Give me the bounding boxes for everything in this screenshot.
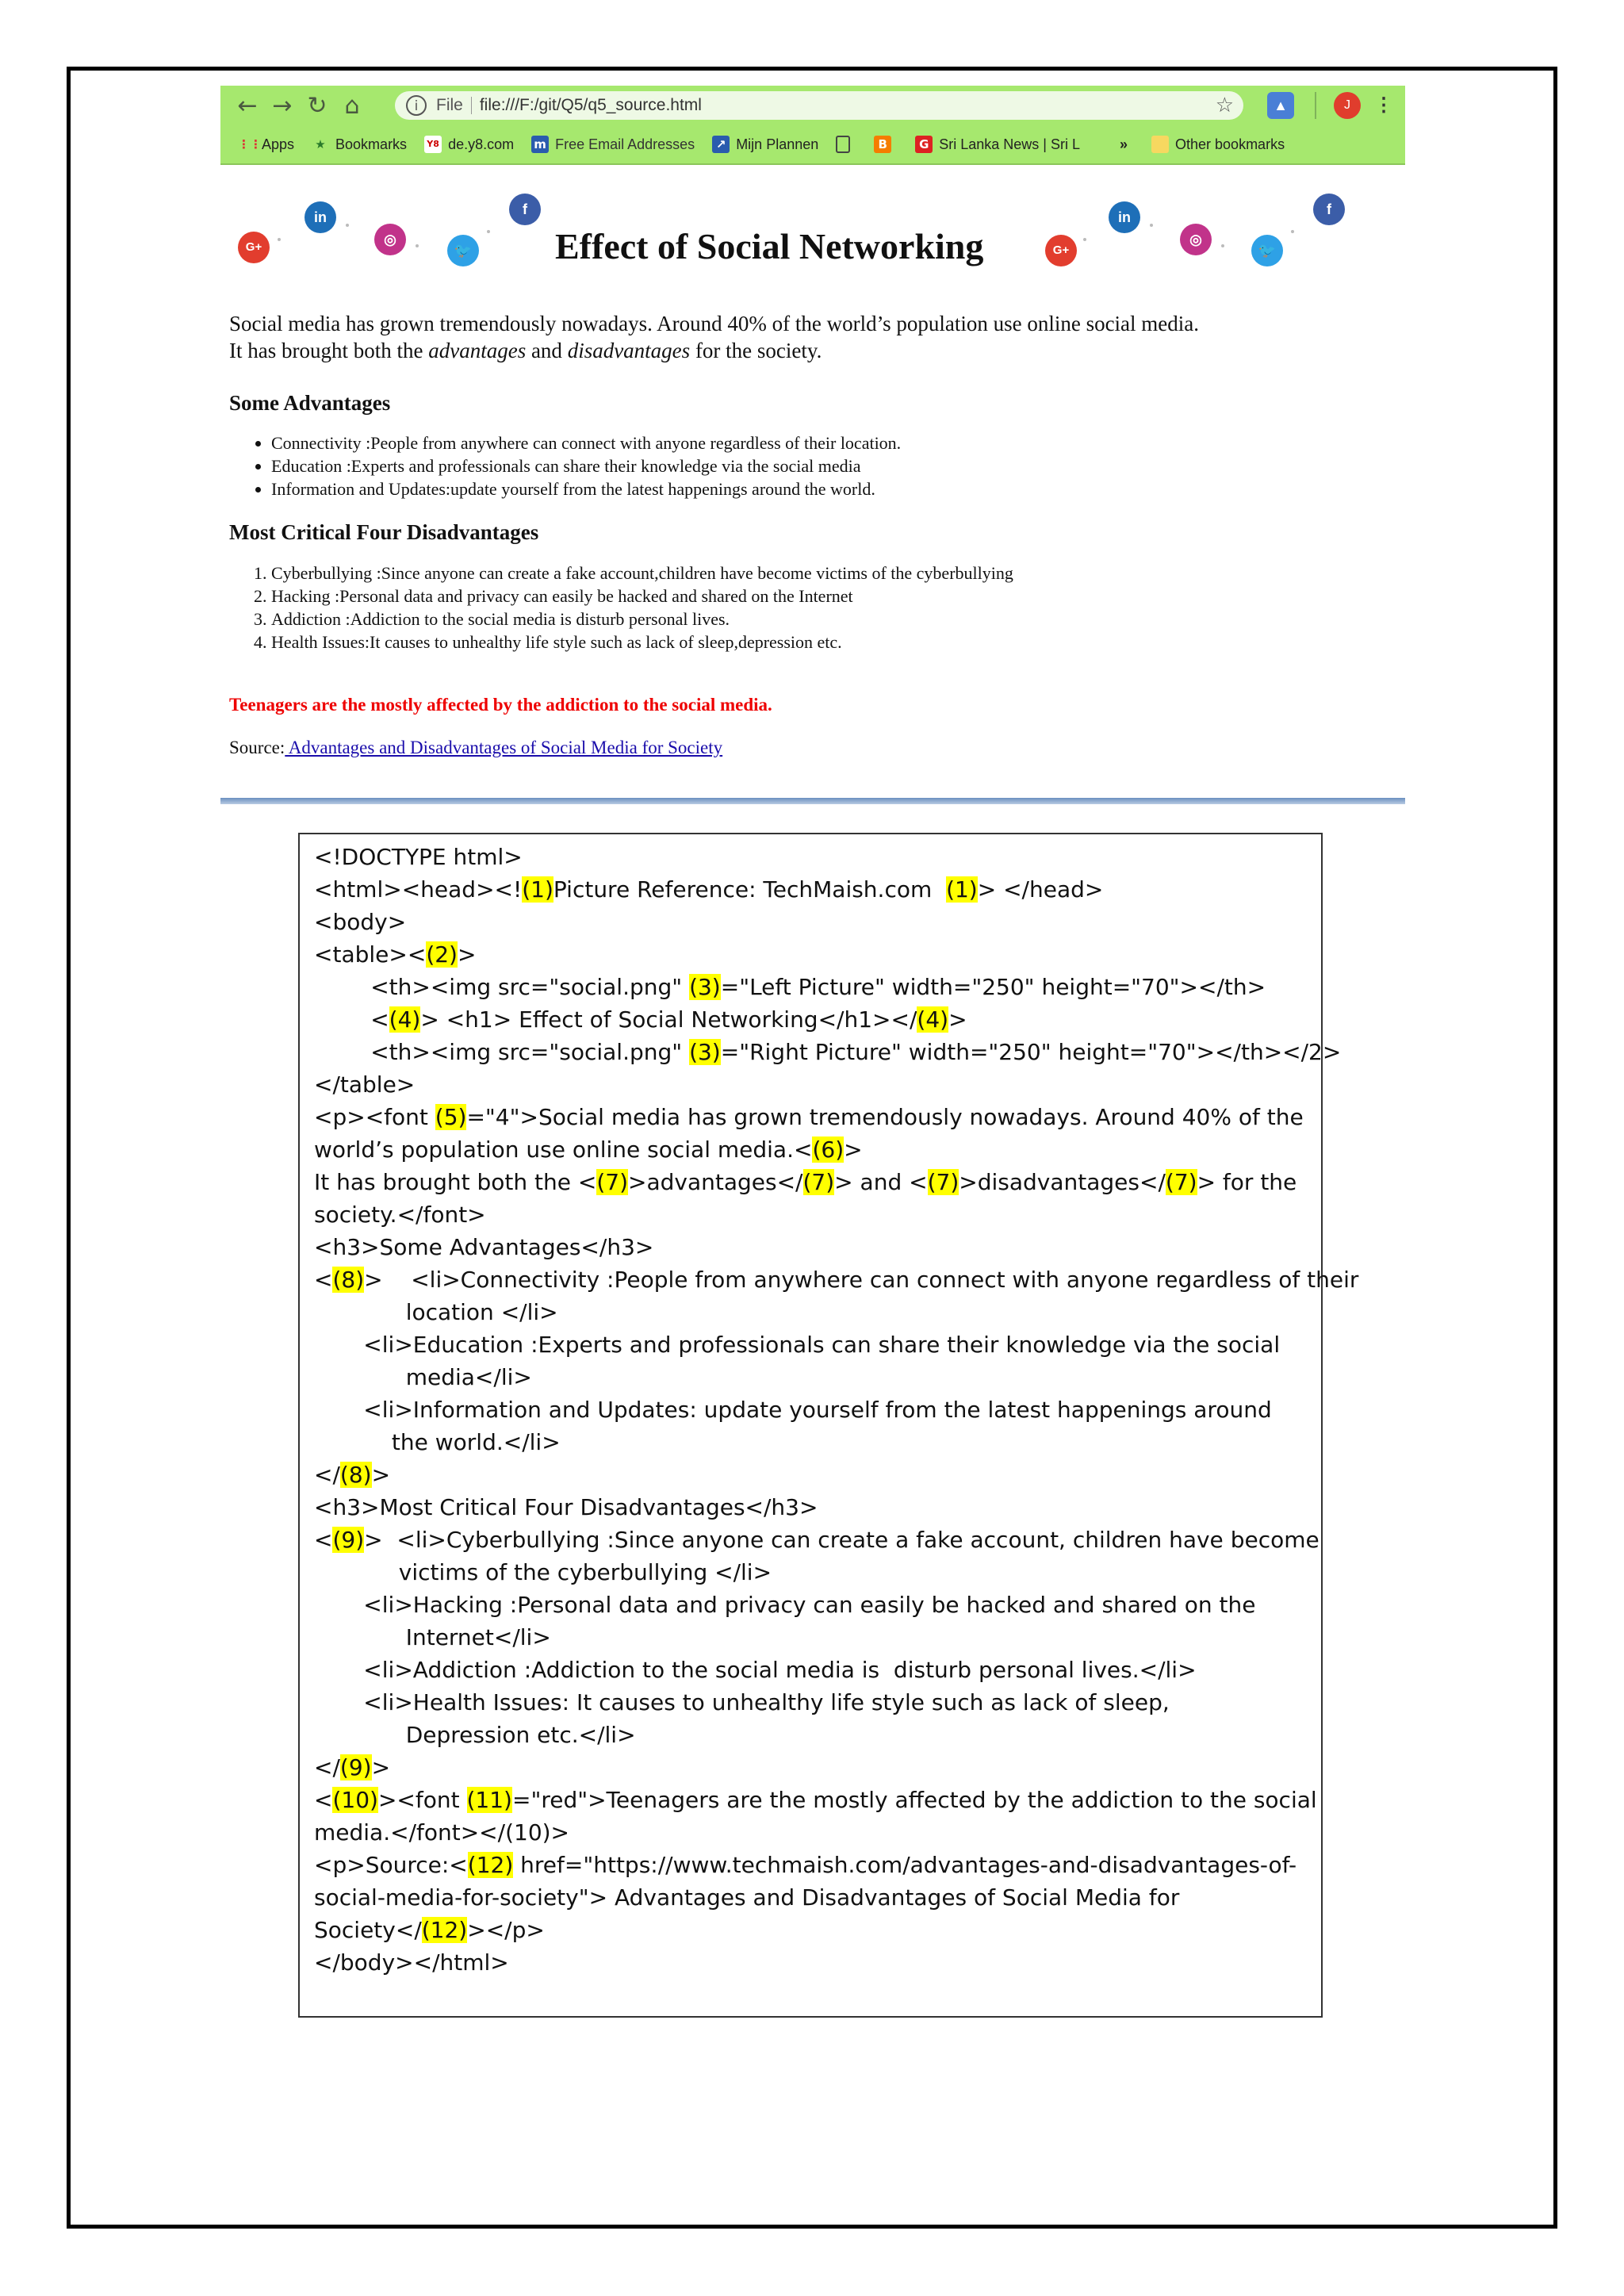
bookmark-star-icon[interactable]: ☆ — [1215, 94, 1234, 117]
code-line — [314, 971, 1313, 1003]
code-text: > — [948, 1006, 967, 1033]
advantages-heading: Some Advantages — [229, 391, 391, 415]
list-item: • Information and Updates:update yourself from the latest happenings around the world. — [271, 477, 901, 500]
address-bar[interactable] — [395, 91, 1243, 120]
code-line — [314, 1458, 1313, 1491]
blank-marker: (10) — [332, 1787, 378, 1813]
reload-icon[interactable]: ↻ — [307, 91, 327, 120]
bookmark-free-email[interactable] — [531, 136, 695, 153]
code-text: ="4">Social media has grown tremendously nowadays. Around 40% of the — [466, 1104, 1304, 1130]
advantages-list — [220, 431, 901, 500]
code-text: ></p> — [467, 1917, 545, 1943]
code-line — [314, 906, 1313, 938]
code-line — [314, 1231, 1313, 1263]
y8-icon: Y8 — [424, 136, 442, 153]
blank-marker: (2) — [426, 941, 458, 968]
blank-marker: (12) — [467, 1852, 514, 1878]
disadvantages-heading: Most Critical Four Disadvantages — [229, 520, 539, 544]
profile-avatar[interactable]: J — [1334, 92, 1361, 119]
code-line — [314, 1296, 1313, 1328]
code-text: < — [314, 1787, 333, 1813]
code-text: It has brought both the < — [314, 1169, 597, 1195]
code-line — [314, 1849, 1313, 1881]
blank-marker: (12) — [421, 1917, 468, 1943]
blank-marker: (9) — [339, 1754, 372, 1780]
code-line — [314, 1003, 1313, 1036]
overflow-icon: » — [1120, 136, 1128, 152]
blank-marker: (8) — [339, 1462, 372, 1488]
code-line — [314, 1524, 1320, 1556]
page-banner — [220, 189, 1405, 276]
intro-line-2 — [229, 337, 1199, 364]
blank-marker: (1) — [522, 876, 553, 903]
code-text: <h3>Some Advantages</h3> — [314, 1234, 654, 1260]
code-line — [314, 1589, 1313, 1621]
code-text: <li>Information and Updates: update yourself from the latest happenings around — [314, 1397, 1272, 1423]
page-title: Effect of Social Networking — [555, 226, 984, 266]
code-text: society.</font> — [314, 1202, 486, 1228]
code-text: > <li>Cyberbullying :Since anyone can create a fake account, children have become — [364, 1527, 1320, 1553]
page-icon — [836, 136, 850, 153]
dot — [1291, 230, 1294, 233]
code-text: > — [371, 1462, 391, 1488]
bookmark-apps[interactable] — [238, 136, 294, 153]
toolbar-separator — [1315, 92, 1316, 119]
blank-marker: (5) — [435, 1104, 467, 1130]
code-line — [314, 1068, 1313, 1101]
mail-icon: m — [531, 136, 549, 153]
source-line — [229, 738, 722, 758]
code-text: </body></html> — [314, 1949, 509, 1976]
code-text: <th><img src="social.png" — [314, 1039, 690, 1065]
linkedin-icon: in — [1109, 201, 1140, 233]
dot — [416, 244, 419, 247]
blank-marker: (7) — [1165, 1169, 1197, 1195]
code-text: <li>Education :Experts and professionals can share their knowledge via the social — [314, 1332, 1281, 1358]
code-text: <p><font — [314, 1104, 435, 1130]
source-link[interactable]: Advantages and Disadvantages of Social Media for Society — [285, 738, 723, 757]
code-line — [314, 1784, 1317, 1816]
code-line — [314, 1914, 1313, 1946]
bookmark-blogger[interactable] — [874, 136, 898, 153]
code-text: Picture Reference: TechMaish.com — [553, 876, 947, 903]
red-note: Teenagers are the mostly affected by the addiction to the social media. — [229, 695, 772, 715]
code-line — [314, 1393, 1313, 1426]
dot — [346, 224, 349, 227]
twitter-icon: 🐦 — [1251, 235, 1283, 266]
instagram-icon: ◎ — [374, 224, 406, 255]
menu-kebab-icon[interactable]: ⋮ — [1374, 94, 1393, 116]
extension-icon[interactable]: ▲ — [1267, 92, 1294, 119]
code-line — [314, 1491, 1313, 1524]
intro-advantages: advantages — [428, 339, 527, 362]
code-line — [314, 873, 1313, 906]
news-icon: G — [915, 136, 933, 153]
code-line — [314, 1816, 1313, 1849]
code-line — [314, 1426, 1313, 1458]
browser-screenshot — [220, 86, 1405, 806]
code-text: <h3>Most Critical Four Disadvantages</h3> — [314, 1494, 818, 1520]
list-item: 1. Cyberbullying :Since anyone can create a fake account,children have become victims of the cyberbullying — [271, 562, 1013, 585]
code-text: > <h1> Effect of Social Networking</h1></ — [420, 1006, 917, 1033]
apps-grid-icon: ⋮⋮ — [238, 137, 262, 151]
blank-marker: (6) — [812, 1137, 845, 1163]
bookmark-label: Free Email Addresses — [555, 136, 695, 152]
source-code — [314, 841, 1359, 1979]
code-line — [314, 841, 1313, 873]
blank-marker: (1) — [946, 876, 978, 903]
bookmark-label: Sri Lanka News | Sri L — [939, 136, 1080, 152]
intro-disadvantages: disadvantages — [567, 339, 691, 362]
code-text: world’s population use online social media.< — [314, 1137, 813, 1163]
code-text: </table> — [314, 1071, 416, 1098]
google-plus-icon: G+ — [238, 232, 270, 263]
intro-and: and — [526, 339, 568, 362]
code-text: victims of the cyberbullying </li> — [314, 1559, 772, 1585]
web-page — [220, 165, 1405, 806]
code-text: Depression etc.</li> — [314, 1722, 636, 1748]
blank-marker: (8) — [332, 1267, 365, 1293]
code-text: <table>< — [314, 941, 427, 968]
code-text: <li>Hacking :Personal data and privacy can easily be hacked and shared on the — [314, 1592, 1256, 1618]
back-arrow-icon[interactable]: ← — [237, 91, 258, 120]
code-line — [314, 1719, 1313, 1751]
code-text: media.</font></(10)> — [314, 1819, 570, 1846]
code-line — [314, 1654, 1313, 1686]
instagram-icon: ◎ — [1180, 224, 1212, 255]
code-line — [314, 1133, 1313, 1166]
url-scheme: File — [436, 96, 463, 114]
code-text: ="Left Picture" width="250" height="70"></th> — [720, 974, 1266, 1000]
linkedin-icon: in — [304, 201, 336, 233]
intro-line-1: Social media has grown tremendously nowadays. Around 40% of the world’s population use online social media. — [229, 312, 1200, 335]
code-text: location </li> — [314, 1299, 558, 1325]
code-text: <th><img src="social.png" — [314, 974, 690, 1000]
plan-icon: ↗ — [712, 136, 730, 153]
code-text: <html><head><! — [314, 876, 523, 903]
code-text: ><font — [377, 1787, 467, 1813]
dot — [487, 230, 490, 233]
google-plus-icon: G+ — [1045, 235, 1077, 266]
code-line — [314, 1361, 1313, 1393]
code-line — [314, 1263, 1359, 1296]
code-text: < — [314, 1527, 333, 1553]
code-text: > </head> — [977, 876, 1104, 903]
code-text: <!DOCTYPE html> — [314, 844, 523, 870]
code-text: >advantages</ — [628, 1169, 803, 1195]
code-text: > — [457, 941, 477, 968]
blogger-icon: B — [874, 136, 891, 153]
code-text: > for the — [1197, 1169, 1297, 1195]
dot — [1083, 238, 1086, 241]
blank-marker: (7) — [596, 1169, 628, 1195]
bookmark-label: Mijn Plannen — [736, 136, 819, 152]
bookmark-bookmarks[interactable] — [312, 136, 407, 153]
intro-prefix: It has brought both the — [229, 339, 429, 362]
code-line — [314, 1751, 1313, 1784]
bookmarks-overflow[interactable] — [1120, 136, 1128, 153]
code-text: ="Right Picture" width="250" height="70"></th></2> — [720, 1039, 1342, 1065]
code-text: <li>Addiction :Addiction to the social media is disturb personal lives.</li> — [314, 1657, 1197, 1683]
star-icon: ★ — [315, 137, 326, 151]
code-line — [314, 1621, 1313, 1654]
home-icon[interactable]: ⌂ — [344, 91, 360, 120]
code-line — [314, 1198, 1313, 1231]
bookmark-label: Apps — [262, 136, 295, 152]
code-text: <li>Health Issues: It causes to unhealthy life style such as lack of sleep, — [314, 1689, 1170, 1715]
code-line — [314, 1686, 1313, 1719]
intro-paragraph — [229, 310, 1199, 364]
list-item: 4. Health Issues:It causes to unhealthy life style such as lack of sleep,depression etc. — [271, 631, 1013, 654]
disadvantages-list — [220, 562, 1013, 654]
twitter-icon: 🐦 — [447, 235, 479, 266]
code-text: <body> — [314, 909, 407, 935]
code-line — [314, 1946, 1313, 1979]
facebook-icon: f — [1313, 194, 1345, 225]
blank-marker: (9) — [332, 1527, 365, 1553]
source-label: Source: — [229, 738, 285, 757]
browser-toolbar — [220, 86, 1405, 125]
code-text: > — [371, 1754, 391, 1780]
bookmark-label: Other bookmarks — [1175, 136, 1285, 152]
url-text: file:///F:/git/Q5/q5_source.html — [479, 96, 702, 114]
code-text: > and < — [834, 1169, 928, 1195]
list-item: 3. Addiction :Addiction to the social media is disturb personal lives. — [271, 608, 1013, 631]
code-text: </ — [314, 1754, 340, 1780]
code-line — [314, 1166, 1313, 1198]
code-text: social-media-for-society"> Advantages and Disadvantages of Social Media for — [314, 1884, 1180, 1911]
code-text: Internet</li> — [314, 1624, 551, 1650]
forward-arrow-icon[interactable]: → — [272, 91, 293, 120]
bookmark-label: de.y8.com — [448, 136, 515, 152]
code-text: media</li> — [314, 1364, 532, 1390]
screenshot-divider — [220, 798, 1405, 804]
bookmark-sri-lanka-news[interactable] — [915, 136, 1080, 153]
blank-marker: (3) — [689, 974, 721, 1000]
code-text: the world.</li> — [314, 1429, 561, 1455]
code-line — [314, 1101, 1313, 1133]
code-text: < — [314, 1267, 333, 1293]
info-icon[interactable]: i — [406, 95, 427, 116]
code-text: >disadvantages</ — [959, 1169, 1166, 1195]
code-text: > <li>Connectivity :People from anywhere can connect with anyone regardless of their — [364, 1267, 1359, 1293]
code-text: > — [844, 1137, 863, 1163]
code-text: Society</ — [314, 1917, 422, 1943]
url-separator — [471, 97, 472, 114]
bookmark-label: Bookmarks — [335, 136, 408, 152]
bookmark-y8[interactable] — [424, 136, 514, 153]
list-item: • Education :Experts and professionals can share their knowledge via the social media — [271, 454, 901, 477]
bookmark-other[interactable] — [1151, 136, 1285, 153]
code-line — [314, 1036, 1342, 1068]
blank-marker: (7) — [927, 1169, 959, 1195]
code-line — [314, 1328, 1313, 1361]
code-text: </ — [314, 1462, 340, 1488]
folder-icon — [1151, 136, 1169, 153]
blank-marker: (7) — [802, 1169, 835, 1195]
bookmark-page[interactable] — [836, 136, 856, 153]
code-line — [314, 938, 1313, 971]
code-line — [314, 1556, 1313, 1589]
intro-suffix: for the society. — [690, 339, 822, 362]
bookmarks-bar — [220, 125, 1405, 165]
dot — [1150, 224, 1153, 227]
list-item: • Connectivity :People from anywhere can connect with anyone regardless of their location. — [271, 431, 901, 454]
code-text: < — [314, 1006, 389, 1033]
code-text: ="red">Teenagers are the mostly affected by the addiction to the social — [511, 1787, 1317, 1813]
code-box — [298, 833, 1359, 2018]
facebook-icon: f — [509, 194, 541, 225]
dot — [1221, 244, 1224, 247]
blank-marker: (4) — [917, 1006, 949, 1033]
blank-marker: (3) — [689, 1039, 721, 1065]
dot — [278, 238, 281, 241]
list-item: 2. Hacking :Personal data and privacy can easily be hacked and shared on the Internet — [271, 585, 1013, 608]
blank-marker: (11) — [466, 1787, 512, 1813]
code-text: href="https://www.techmaish.com/advantages-and-disadvantages-of- — [513, 1852, 1297, 1878]
code-line — [314, 1881, 1313, 1914]
blank-marker: (4) — [389, 1006, 421, 1033]
bookmark-mijn-plannen[interactable] — [712, 136, 818, 153]
code-text: <p>Source:< — [314, 1852, 468, 1878]
